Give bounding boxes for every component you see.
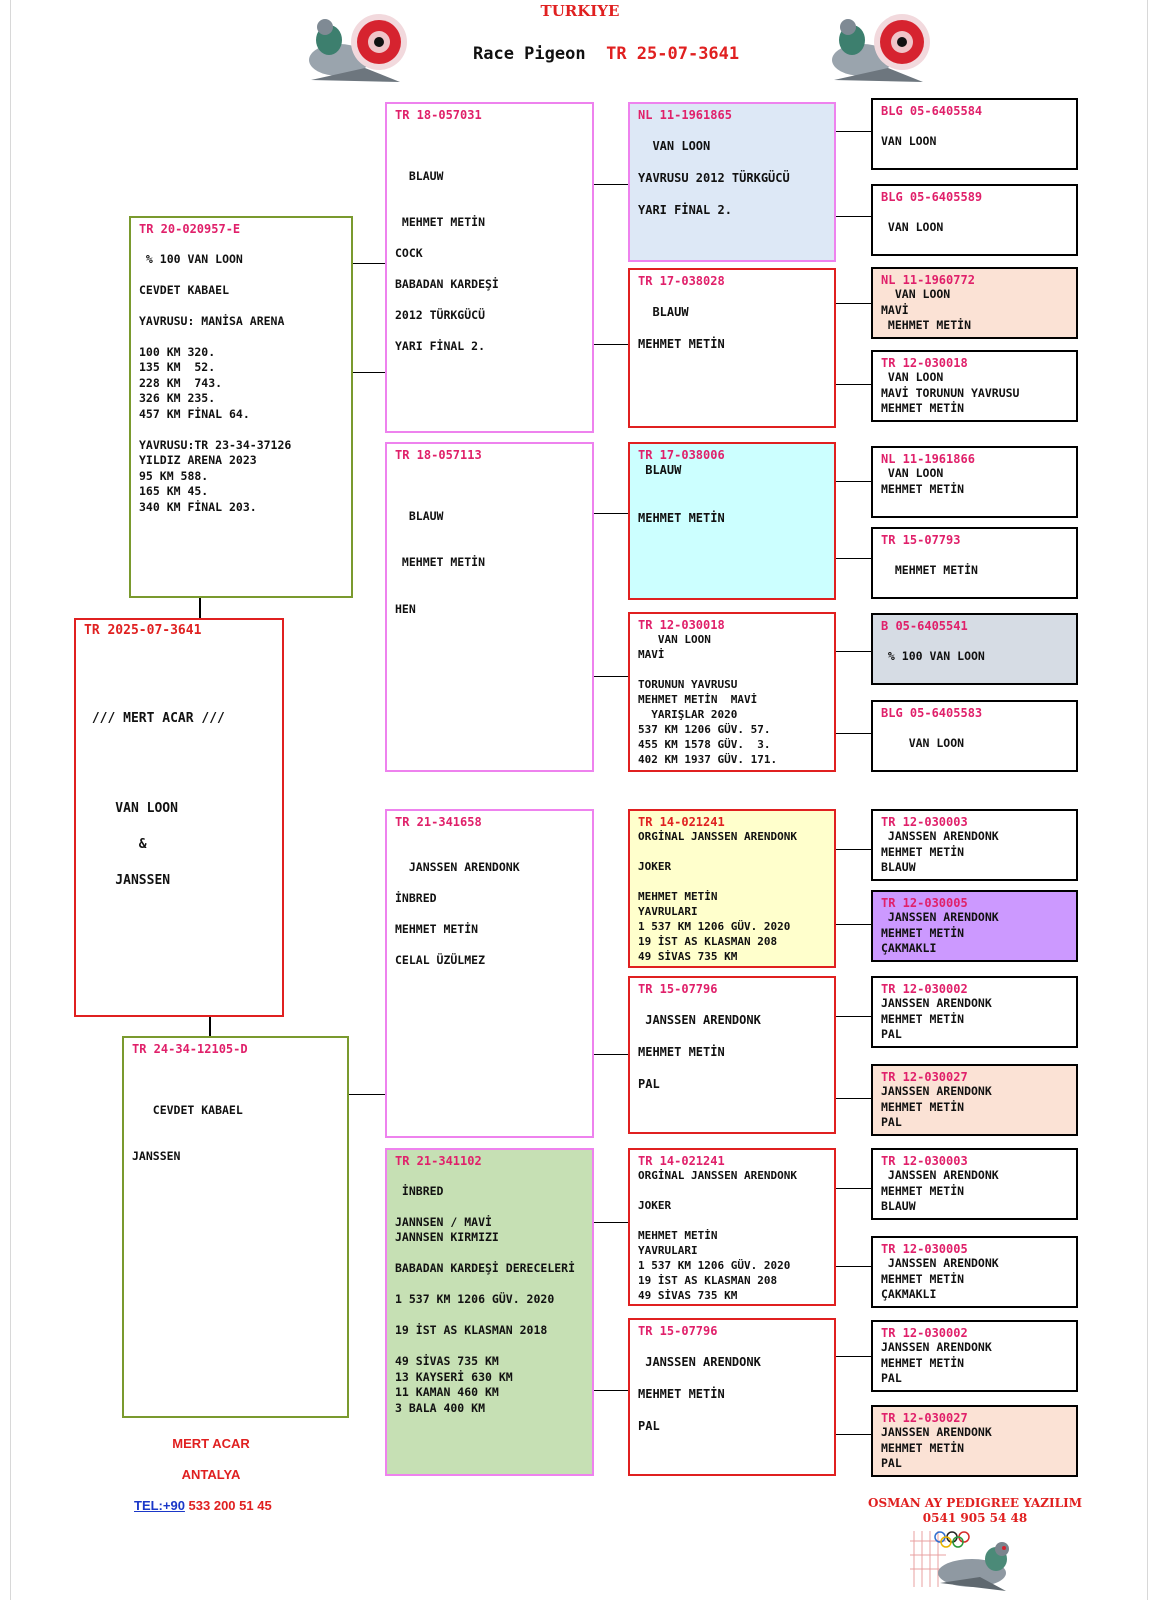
connector (593, 344, 628, 345)
pigeon-details: JANSSEN ARENDONK MEHMET METİN PAL (881, 1084, 992, 1129)
ring-number: TR 12-030018 (638, 618, 725, 632)
great-grandparent-box (628, 102, 836, 262)
pigeon-details: VAN LOON (887, 219, 944, 234)
pigeon-details: BLAUW MEHMET METİN COCK BABADAN KARDEŞİ 2012 TÜRKGÜCÜ YARI FİNAL 2. (395, 168, 499, 353)
tel-link[interactable]: TEL:+90 (134, 1498, 185, 1513)
ring-number: TR 18-057031 (395, 108, 482, 122)
connector (593, 1390, 628, 1391)
ring-number: TR 15-07796 (638, 982, 718, 996)
ancestor-box (871, 184, 1078, 256)
connector (836, 924, 871, 925)
ancestor-box (871, 1320, 1078, 1392)
connector (348, 1094, 385, 1095)
ring-number: TR 20-020957-E (139, 222, 241, 236)
pigeon-details: VAN LOON YAVRUSU 2012 TÜRKGÜCÜ YARI FİNAL 2. (638, 139, 790, 217)
ring-number: TR 17-038028 (638, 274, 725, 288)
pigeon-details: JANSSEN ARENDONK MEHMET METİN PAL (881, 996, 992, 1041)
pigeon-details: /// MERT ACAR /// VAN LOON & JANSSEN (91, 711, 225, 888)
great-grandparent-box (628, 268, 836, 428)
connector (836, 384, 871, 385)
great-grandparent-box (628, 809, 836, 968)
pigeon-details: ORGİNAL JANSSEN ARENDONK JOKER MEHMET METİN YAVRULARI 1 537 KM 1206 GÜV. 2020 19 İST AS KLASMAN 208 49 SİVAS 735 KM (638, 1169, 797, 1302)
subject-box (74, 618, 284, 1017)
connector (836, 481, 871, 482)
connector (199, 596, 201, 619)
connector (353, 372, 389, 373)
pigeon-details: ORGİNAL JANSSEN ARENDONK JOKER MEHMET METİN YAVRULARI 1 537 KM 1206 GÜV. 2020 19 İST AS KLASMAN 208 49 SİVAS 735 KM (638, 830, 797, 963)
owner-city: ANTALYA (181, 1467, 241, 1482)
pigeon-details: JANSSEN ARENDONK İNBRED MEHMET METİN CELAL ÜZÜLMEZ (395, 860, 520, 967)
ring-number: NL 11-1961865 (638, 108, 732, 122)
great-grandparent-box (628, 612, 836, 772)
ring-number: TR 12-030027 (881, 1070, 968, 1084)
pigeon-details: JANSSEN ARENDONK MEHMET METİN ÇAKMAKLI (881, 1256, 999, 1301)
connector (836, 1016, 871, 1017)
title-ring: TR 25-07-3641 (606, 44, 740, 64)
grandsire-maternal-box (385, 809, 594, 1138)
granddam-paternal-box (385, 442, 594, 772)
ring-number: TR 17-038006 (638, 448, 725, 462)
ring-number: BLG 05-6405583 (881, 706, 983, 720)
ring-number: BLG 05-6405589 (881, 190, 983, 204)
pigeon-details: VAN LOON (881, 133, 937, 148)
connector (593, 184, 628, 185)
grandsire-paternal-box (385, 102, 594, 433)
ancestor-box (871, 700, 1078, 772)
great-grandparent-box (628, 1148, 836, 1306)
software-phone: 0541 905 54 48 (922, 1511, 1028, 1525)
ancestor-box (871, 613, 1078, 685)
pigeon-details: VAN LOON MAVİ TORUNUN YAVRUSU MEHMET METİN (881, 370, 1020, 415)
ancestor-box (871, 1064, 1078, 1136)
connector (836, 1098, 871, 1099)
pigeon-details: BLAUW MEHMET METİN (638, 463, 725, 525)
connector (836, 1434, 871, 1435)
ring-number: TR 21-341658 (395, 815, 482, 829)
connector (836, 1266, 871, 1267)
ring-number: TR 21-341102 (395, 1154, 482, 1168)
connector (836, 131, 871, 132)
title-label: Race Pigeon (473, 44, 586, 64)
ancestor-box (871, 809, 1078, 881)
ring-number: TR 14-021241 (638, 815, 725, 829)
connector (593, 676, 628, 677)
ring-number: TR 12-030005 (881, 896, 968, 910)
phone (134, 1498, 272, 1513)
ancestor-box (871, 1236, 1078, 1308)
pigeon-details: VAN LOON (908, 735, 965, 750)
connector (209, 1016, 211, 1037)
software-name: OSMAN AY PEDIGREE YAZILIM (867, 1496, 1082, 1510)
pigeon-details: İNBRED JANNSEN / MAVİ JANNSEN KIRMIZI BABADAN KARDEŞİ DERECELERİ 1 537 KM 1206 GÜV. 2020 19 İST AS KLASMAN 2018 49 SİVAS 735 KM 13 KAYSERİ 630 KM 11 KAMAN 460 KM 3 BALA 400 KM (395, 1183, 576, 1415)
ring-number: TR 12-030003 (881, 815, 968, 829)
ancestor-box (871, 1148, 1078, 1220)
ring-number: B 05-6405541 (881, 619, 968, 633)
ring-number: TR 12-030018 (881, 356, 968, 370)
ring-number: TR 24-34-12105-D (132, 1042, 248, 1056)
pigeon-details: % 100 VAN LOON CEVDET KABAEL YAVRUSU: MANİSA ARENA 100 KM 320. 135 KM 52. 228 KM 743. 326 KM 235. 457 KM FİNAL 64. YAVRUSU:TR 23-34-37126 YILDIZ ARENA 2023 95 KM 588. 165 KM 45. 340 KM FİNAL 203. (139, 251, 292, 514)
connector (836, 1188, 871, 1189)
connector (593, 513, 628, 514)
ring-number: NL 11-1961866 (881, 452, 975, 466)
ancestor-box (871, 527, 1078, 599)
connector (836, 303, 871, 304)
pigeon-eye-icon (828, 10, 938, 90)
pigeon-details: JANSSEN ARENDONK MEHMET METİN BLAUW (881, 1168, 999, 1213)
ring-number: TR 15-07793 (881, 533, 961, 547)
ring-number: TR 14-021241 (638, 1154, 725, 1168)
pigeon-details: VAN LOON MEHMET METİN (881, 466, 965, 496)
pigeon-details: CEVDET KABAEL JANSSEN (132, 1102, 243, 1163)
ring-number: TR 12-030003 (881, 1154, 968, 1168)
ancestor-box (871, 98, 1078, 170)
ring-number: TR 2025-07-3641 (84, 623, 202, 638)
ancestor-box (871, 446, 1078, 518)
connector (593, 1054, 628, 1055)
pigeon-details: % 100 VAN LOON (887, 648, 985, 663)
ring-number: TR 18-057113 (395, 448, 482, 462)
pigeon-details: JANSSEN ARENDONK MEHMET METİN PAL (638, 1355, 761, 1433)
great-grandparent-box (628, 976, 836, 1134)
tel-number: 533 200 51 45 (184, 1498, 272, 1513)
great-grandparent-box (628, 442, 836, 600)
connector (593, 1222, 628, 1223)
pigeon-logo-icon (910, 1527, 1020, 1595)
pigeon-details: VAN LOON MAVİ TORUNUN YAVRUSU MEHMET METİN MAVİ YARIŞLAR 2020 537 KM 1206 GÜV. 57. 455 KM 1578 GÜV. 3. 402 KM 1937 GÜV. 171. (638, 633, 778, 766)
dam-box (122, 1036, 349, 1418)
connector (836, 733, 871, 734)
pigeon-details: VAN LOON MAVİ MEHMET METİN (881, 287, 972, 332)
ring-number: BLG 05-6405584 (881, 104, 983, 118)
connector (836, 216, 871, 217)
ancestor-box (871, 890, 1078, 962)
pigeon-details: JANSSEN ARENDONK MEHMET METİN PAL (881, 1425, 992, 1470)
connector (836, 651, 871, 652)
great-grandparent-box (628, 1318, 836, 1476)
ring-number: TR 15-07796 (638, 1324, 718, 1338)
pigeon-details: BLAUW MEHMET METİN (638, 305, 725, 351)
ancestor-box (871, 1405, 1078, 1477)
ring-number: TR 12-030027 (881, 1411, 968, 1425)
owner-name: MERT ACAR (172, 1436, 250, 1451)
pigeon-details: JANSSEN ARENDONK MEHMET METİN PAL (638, 1013, 761, 1091)
ring-number: NL 11-1960772 (881, 273, 975, 287)
granddam-maternal-box (385, 1148, 594, 1476)
connector (836, 558, 871, 559)
sire-box (129, 216, 353, 598)
pigeon-details: JANSSEN ARENDONK MEHMET METİN BLAUW (881, 829, 999, 874)
ring-number: TR 12-030002 (881, 982, 968, 996)
page-title (473, 44, 739, 64)
ring-number: TR 12-030002 (881, 1326, 968, 1340)
pigeon-details: JANSSEN ARENDONK MEHMET METİN PAL (881, 1340, 992, 1385)
connector (836, 849, 871, 850)
ancestor-box (871, 976, 1078, 1048)
pigeon-eye-icon (305, 10, 415, 90)
connector (836, 1356, 871, 1357)
pigeon-details: MEHMET METİN (894, 562, 978, 577)
pigeon-details: JANSSEN ARENDONK MEHMET METİN ÇAKMAKLI (881, 910, 999, 955)
country-title: TURKIYE (540, 2, 620, 20)
pigeon-details: BLAUW MEHMET METİN HEN (395, 508, 486, 616)
connector (353, 263, 389, 264)
ancestor-box (871, 350, 1078, 422)
ring-number: TR 12-030005 (881, 1242, 968, 1256)
ancestor-box (871, 267, 1078, 339)
